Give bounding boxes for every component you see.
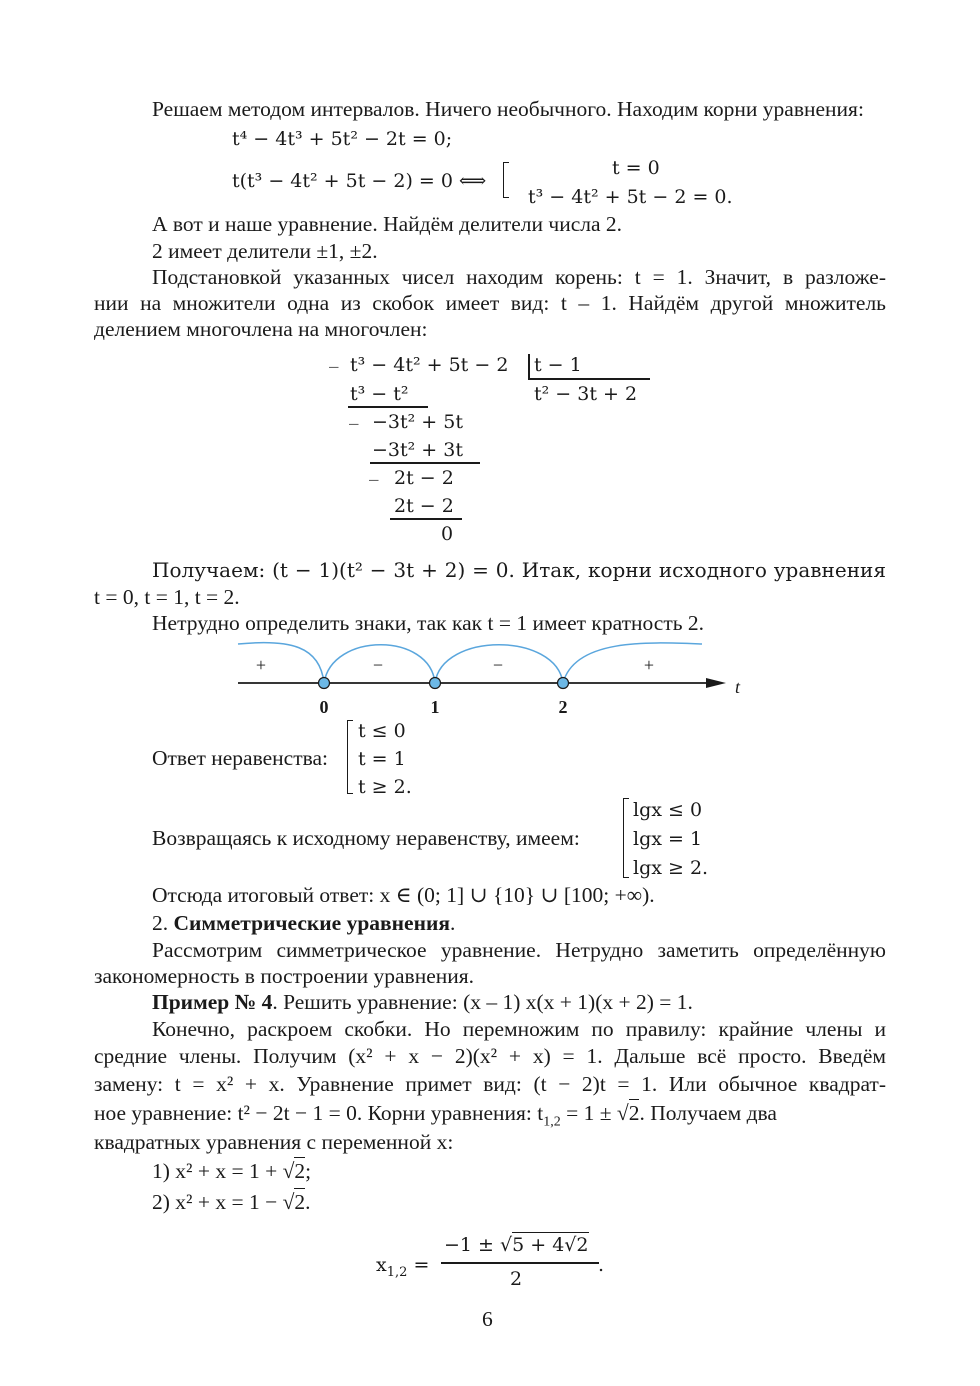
text-line: А вот и наше уравнение. Найдём делители числа 2. [152,212,623,236]
sign-label: − [372,655,384,675]
number-line [230,636,760,722]
text-part: ; [305,1159,312,1183]
text-line: нии на множители одна из скобок имеет вид: t – 1. Найдём другой множитель [94,291,886,315]
text-line: Отсюда итоговый ответ: x ∈ (0; 1] ∪ {10} ∪ [100; +∞). [152,883,655,907]
text-line: Подстановкой указанных чисел находим корень: t = 1. Значит, в разложе- [152,265,886,289]
subscript: 1,2 [386,1264,408,1280]
division-quotient: t² − 3t + 2 [534,383,638,405]
text-line: Конечно, раскроем скобки. Но перемножим по правилу: крайние члены и [152,1017,886,1041]
division-minus: _ [349,403,359,425]
sign-arc [238,643,324,683]
sqrt-icon: √ [616,1101,629,1125]
equation-line: t = 0 [612,157,660,179]
division-rule [390,518,462,520]
division-row: −3t² + 3t [372,439,463,461]
system-row: lgx = 1 [633,828,703,850]
point-marker [430,678,441,689]
text-line [152,1158,311,1185]
text-part: = 1 ± [560,1101,617,1125]
division-remainder: 0 [441,523,454,545]
system-row: lgx ≥ 2. [633,857,709,879]
system-bracket [623,798,629,878]
fraction-bar [441,1262,599,1264]
point-label: 0 [319,697,329,717]
axis-arrow-icon [706,678,726,688]
text-line: t = 0, t = 1, t = 2. [94,585,240,609]
division-rule [348,406,428,408]
text-line: замену: t = x² + x. Уравнение примет вид: (t − 2)t = 1. Или обычное квадрат- [94,1072,886,1096]
equation-line: t⁴ − 4t³ + 5t² − 2t = 0; [232,128,453,150]
sqrt-value: 2 [628,1101,640,1125]
text-line: Ответ неравенства: [152,746,328,770]
equation-line: t(t³ − 4t² + 5t − 2) = 0 ⟺ [232,170,487,192]
division-dividend: t³ − 4t² + 5t − 2 [350,354,509,376]
sqrt-icon: √ [282,1190,295,1214]
formula-denominator: 2 [510,1268,523,1290]
system-row: t ≤ 0 [358,720,406,742]
division-minus: _ [329,346,339,368]
axis-variable: t [735,677,741,697]
division-row: 2t − 2 [394,495,454,517]
section-heading [152,910,455,937]
point-label: 1 [430,697,440,717]
sqrt-icon: √ [282,1159,295,1183]
text-line: закономерность в построении уравнения. [94,964,475,988]
division-row: −3t² + 5t [372,411,463,433]
system-row: t ≥ 2. [358,776,412,798]
text-part: ное уравнение: t² − 2t − 1 = 0. Корни уравнения: t [94,1101,544,1125]
sign-label: + [255,655,267,675]
text-part: . Получаем два [639,1101,777,1125]
text-line: 2 имеет делители ±1, ±2. [152,239,378,263]
subscript: 1,2 [543,1114,561,1130]
text-part: 1) x² + x = 1 + [152,1159,283,1183]
text-line: Возвращаясь к исходному неравенству, имеем: [152,826,580,850]
sign-label: − [492,655,504,675]
cases-bracket [503,162,509,198]
division-rule [370,462,480,464]
section-end: . [450,911,456,935]
point-label: 2 [558,697,568,717]
text-line: средние члены. Получим (x² + x − 2)(x² + x) = 1. Дальше всё просто. Введём [94,1044,886,1068]
division-minus: _ [369,459,379,481]
text-line [152,1189,311,1216]
point-marker [319,678,330,689]
text-part: x [376,1254,387,1276]
text-line: Решаем методом интервалов. Ничего необычного. Находим корни уравнения: [152,97,864,121]
formula-lhs [376,1252,429,1286]
sqrt-icon: √ [500,1234,513,1256]
example-text: . Решить уравнение: (x – 1) x(x + 1)(x + 2) = 1. [272,990,693,1014]
equation-line: t³ − 4t² + 5t − 2 = 0. [528,186,733,208]
sqrt-value: 2 [294,1190,306,1214]
sqrt-value: 5 + 4√2 [512,1234,589,1256]
division-bar [528,354,530,378]
text-line: делением многочлена на многочлен: [94,317,428,341]
text-part: . [305,1190,311,1214]
section-number: 2. [152,911,169,935]
system-row: lgx ≤ 0 [633,799,703,821]
text-line: Рассмотрим симметрическое уравнение. Нетрудно заметить определённую [152,938,886,962]
sign-arc [563,643,702,683]
section-title: Симметрические уравнения [173,911,450,935]
division-rule [528,378,650,380]
division-divisor: t − 1 [534,354,582,376]
text-part: 2) x² + x = 1 − [152,1190,283,1214]
division-row: t³ − t² [350,383,409,405]
sqrt-value: 2 [294,1159,306,1183]
text-part: −1 ± [444,1234,501,1256]
page-number: 6 [482,1307,493,1331]
formula-numerator [444,1232,589,1259]
system-row: t = 1 [358,748,406,770]
point-marker [558,678,569,689]
text-part: = [407,1254,430,1276]
text-line: Получаем: (t − 1)(t² − 3t + 2) = 0. Итак, корни исходного уравнения [152,558,886,582]
system-bracket [347,720,353,794]
text-line: квадратных уравнения с переменной x: [94,1130,454,1154]
example-line [152,989,693,1016]
sign-label: + [643,655,655,675]
formula-end: . [598,1254,605,1276]
example-label: Пример № 4 [152,990,273,1014]
text-line: Нетрудно определить знаки, так как t = 1 имеет кратность 2. [152,611,705,635]
division-row: 2t − 2 [394,467,454,489]
